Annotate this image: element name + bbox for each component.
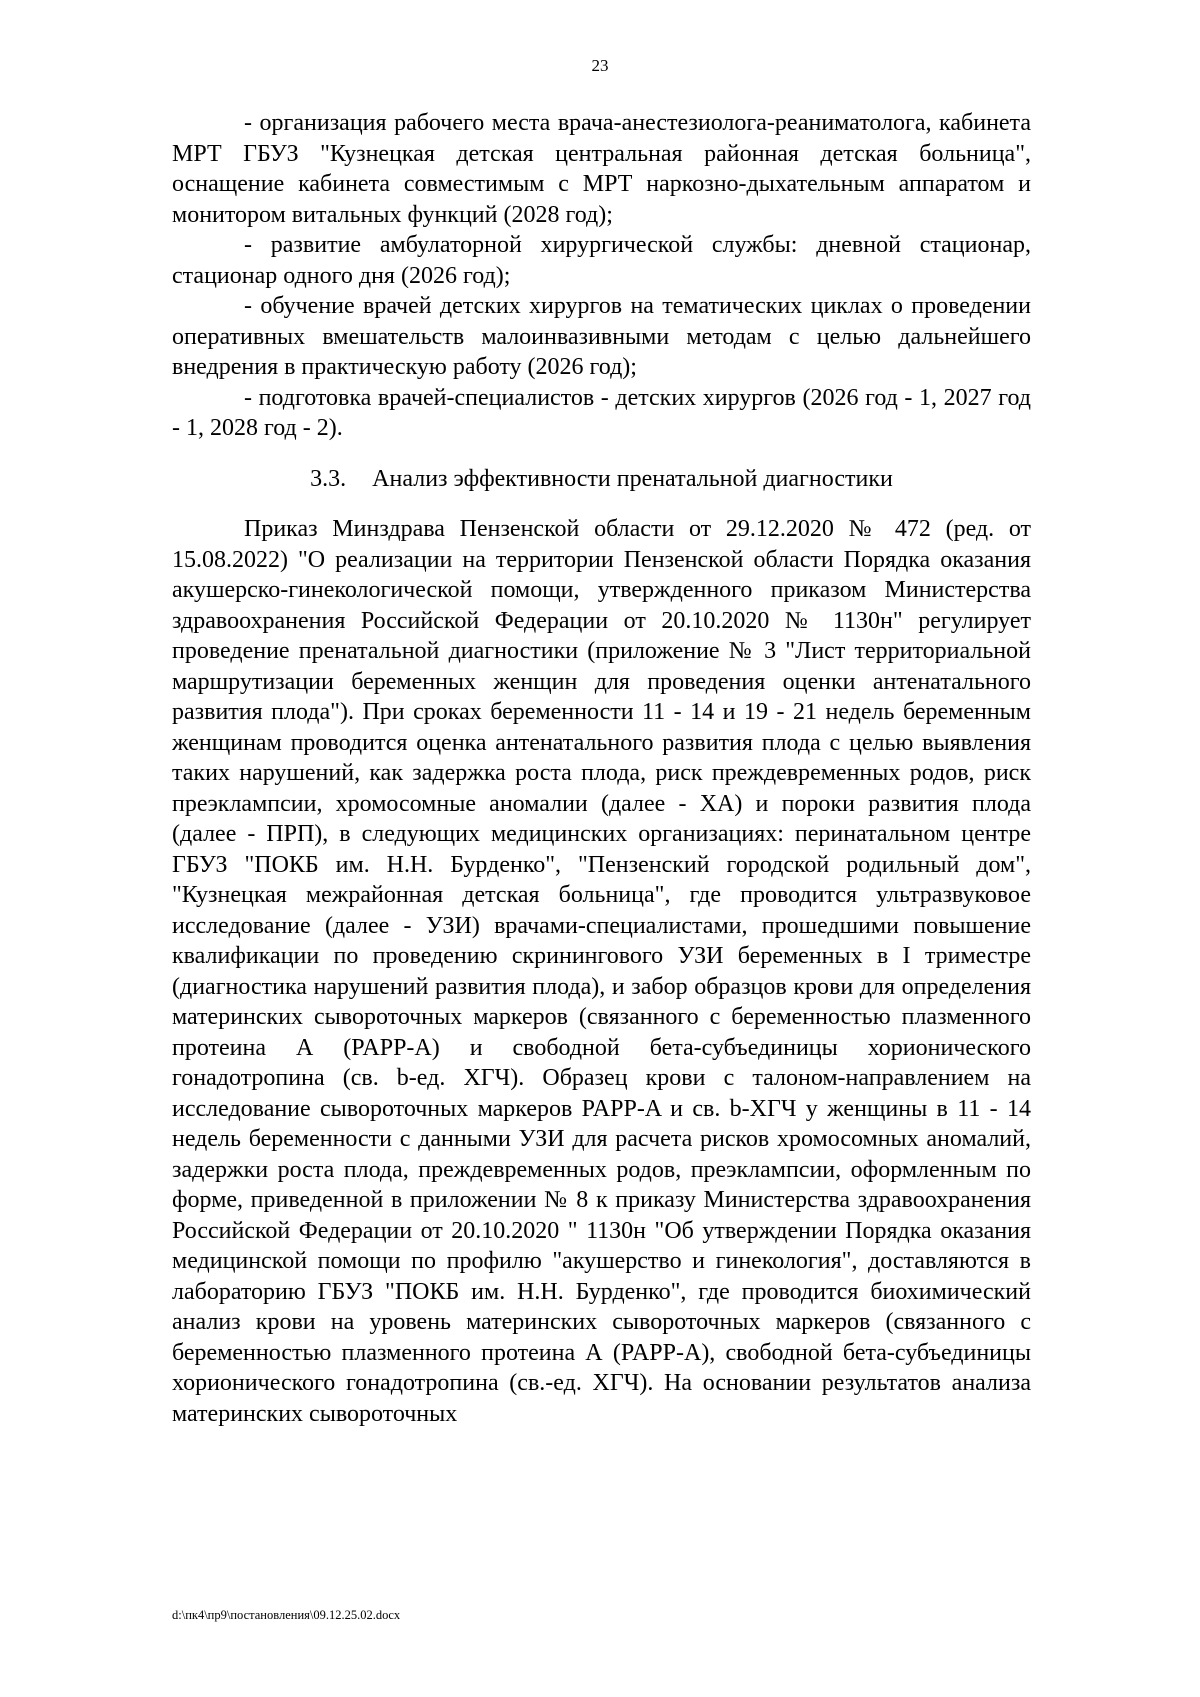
- list-item-surgeon-training: - обучение врачей детских хирургов на тематических циклах о проведении оперативных вмешательств малоинвазивными методам с целью дальнейшего внедрения в практическую работу (2026 год);: [172, 293, 1031, 380]
- section-title: Анализ эффективности пренатальной диагностики: [372, 465, 893, 492]
- section-heading: [172, 464, 1031, 495]
- list-item-ambulatory-surgery: - развитие амбулаторной хирургической службы: дневной стационар, стационар одного дня (2026 год);: [172, 232, 1031, 289]
- document-body: [172, 108, 1031, 1429]
- list-item-mri-anesthesia: - организация рабочего места врача-анестезиолога-реаниматолога, кабинета МРТ ГБУЗ "Кузнецкая детская центральная районная детская больница", оснащение кабинета совместимым с МРТ наркозно-дыхательным аппаратом и монитором витальных функций (2028 год);: [172, 110, 1031, 228]
- main-paragraph: Приказ Минздрава Пензенской области от 29.12.2020 № 472 (ред. от 15.08.2022) "О реализации на территории Пензенской области Порядка оказания акушерско-гинекологической помощи, утвержденного приказом Министерства здравоохранения Российской Федерации от 20.10.2020 № 1130н" регулирует проведение пренатальной диагностики (приложение № 3 "Лист территориальной маршрутизации беременных женщин для проведения оценки антенатального развития плода"). При сроках беременности 11 - 14 и 19 - 21 недель беременным женщинам проводится оценка антенатального развития плода с целью выявления таких нарушений, как задержка роста плода, риск преждевременных родов, риск преэклампсии, хромосомные аномалии (далее - ХА) и пороки развития плода (далее - ПРП), в следующих медицинских организациях: перинатальном центре ГБУЗ "ПОКБ им. Н.Н. Бурденко", "Пензенский городской родильный дом", "Кузнецкая межрайонная детская больница", где проводится ультразвуковое исследование (далее - УЗИ) врачами-специалистами, прошедшими повышение квалификации по проведению скринингового УЗИ беременных в I триместре (диагностика нарушений развития плода), и забор образцов крови для определения материнских сывороточных маркеров (связанного с беременностью плазменного протеина А (PAPP-A) и свободной бета-субъединицы хорионического гонадотропина (св. b-ед. ХГЧ). Образец крови с талоном-направлением на исследование сывороточных маркеров PAPP-A и св. b-ХГЧ у женщины в 11 - 14 недель беременности с данными УЗИ для расчета рисков хромосомных аномалий, задержки роста плода, преждевременных родов, преэклампсии, оформленным по форме, приведенной в приложении № 8 к приказу Министерства здравоохранения Российской Федерации от 20.10.2020 " 1130н "Об утверждении Порядка оказания медицинской помощи по профилю "акушерство и гинекология", доставляются в лабораторию ГБУЗ "ПОКБ им. Н.Н. Бурденко", где проводится биохимический анализ крови на уровень материнских сывороточных маркеров (связанного с беременностью плазменного протеина А (PAPP-A), свободной бета-субъединицы хорионического гонадотропина (св.-ед. ХГЧ). На основании результатов анализа материнских сывороточных: [172, 516, 1031, 1427]
- list-item-specialist-preparation: - подготовка врачей-специалистов - детских хирургов (2026 год - 1, 2027 год - 1, 2028 год - 2).: [172, 384, 1031, 441]
- footer-file-path: d:\пк4\пр9\постановления\09.12.25.02.docx: [172, 1608, 401, 1622]
- page-number: 23: [591, 56, 609, 75]
- section-number: 3.3.: [310, 465, 347, 492]
